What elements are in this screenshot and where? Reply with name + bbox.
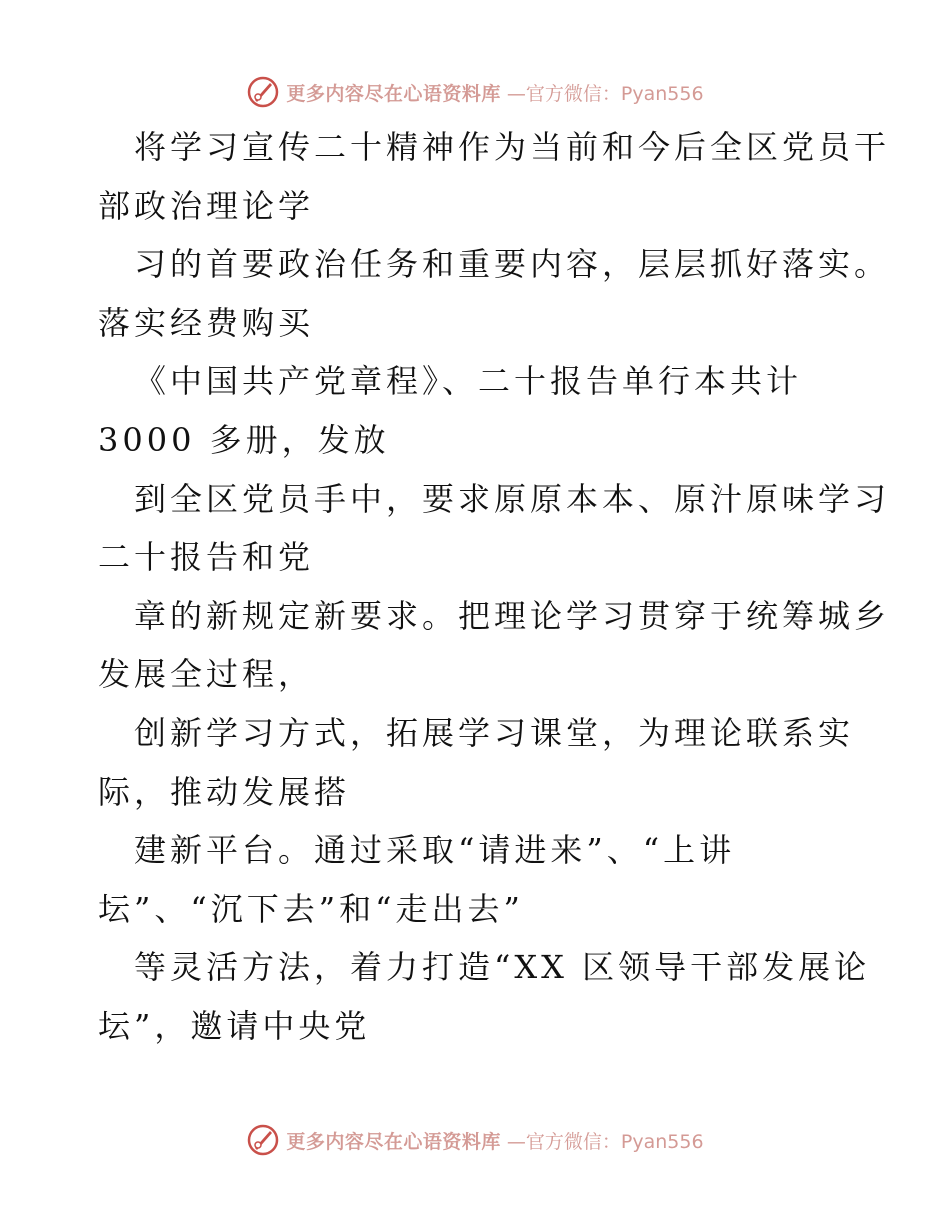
body-line: 《中国共产党章程》、二十报告单行本共计: [134, 362, 803, 401]
body-line: 将学习宣传二十精神作为当前和今后全区党员干: [134, 128, 891, 166]
body-line: 坛”、“沉下去”和“走出去”: [98, 889, 524, 928]
body-line: 创新学习方式，拓展学习课堂，为理论联系实: [134, 713, 855, 752]
body-line: 发展全过程，: [98, 655, 315, 694]
body-line: 落实经费购买: [98, 303, 315, 342]
footer-watermark: [0, 1120, 950, 1160]
watermark-brand: 更多内容尽在心语资料库: [286, 1130, 501, 1153]
body-line: 建新平台。通过采取“请进来”、“上讲: [134, 831, 736, 870]
body-line: 习的首要政治任务和重要内容，层层抓好落实。: [134, 245, 891, 284]
body-line: 到全区党员手中，要求原原本本、原汁原味学习: [134, 479, 891, 518]
body-line: 等灵活方法，着力打造“XX 区领导干部发展论: [134, 948, 871, 987]
watermark-contact: —官方微信：Pyan556: [506, 82, 704, 105]
document-body: [98, 118, 891, 1056]
body-line: 坛”，邀请中央党: [98, 1006, 371, 1045]
quill-logo-icon: [246, 75, 280, 109]
body-line: 3000 多册，发放: [98, 420, 390, 459]
body-line: 章的新规定新要求。把理论学习贯穿于统筹城乡: [134, 596, 891, 635]
body-line: 部政治理论学: [98, 186, 315, 225]
quill-logo-icon: [246, 1123, 280, 1157]
body-line: 际，推动发展搭: [98, 772, 351, 811]
body-line: 二十报告和党: [98, 538, 315, 577]
watermark-brand: 更多内容尽在心语资料库: [286, 82, 501, 105]
header-watermark: [0, 72, 950, 112]
watermark-contact: —官方微信：Pyan556: [506, 1130, 704, 1153]
